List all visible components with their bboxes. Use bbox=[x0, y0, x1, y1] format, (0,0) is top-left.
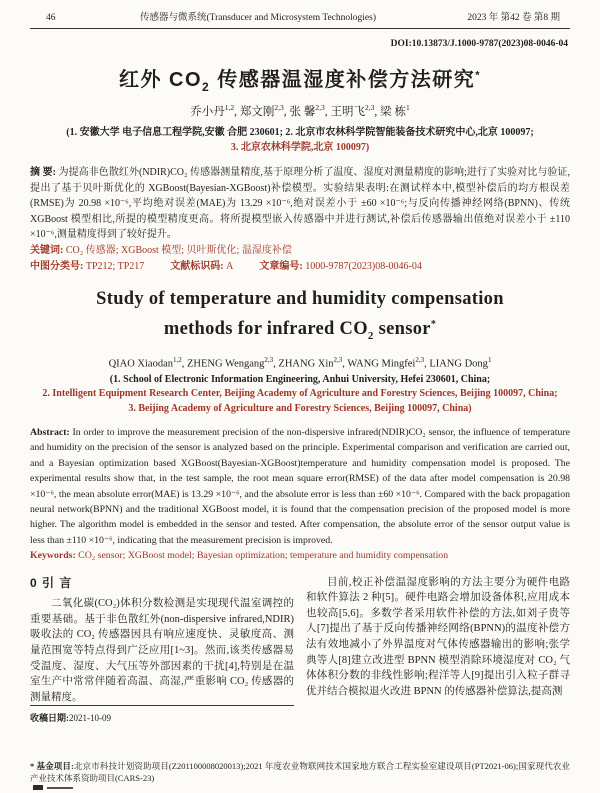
english-title bbox=[30, 287, 570, 349]
title-subscript: 2 bbox=[367, 330, 374, 342]
author-superscript: 2,3 bbox=[315, 103, 325, 113]
chinese-affiliations bbox=[30, 125, 570, 155]
chinese-keywords bbox=[30, 243, 570, 259]
chinese-authors bbox=[30, 103, 570, 119]
section-heading: 0 引 言 bbox=[30, 575, 73, 590]
received-date-line bbox=[30, 711, 294, 724]
abstract-text: In order to improve the measurement precision of the non-dispersive infrared(NDIR)CO₂ sensor, the influence of temperature and humidity on the precision of the sensor is analyzed based on the principle. Experimental comparison and verification are carried out, and a Bayesian optimization based XGBoost(Bayesian-XGBoost)temperature and humidity compensation model is proposed. The experimental results show that, in the test sample, the root mean square error(RMSE) of the data after model compensation is 20.98 ×10⁻⁶, the mean absolute error(MAE) is 13.29 ×10⁻⁶, and the absolute error is less than ±60 ×10⁻⁶. Compared with the back propagation neural network(BPNN) and the traditional XGBoost model, it is found that the compensation precision of the proposed model is more higher. The algorithm model is embedded in the sensor and tested. After compensation, the absolute error of the sensor output value is less than ±110 ×10⁻⁶, indicating that the measurement precision is improved. bbox=[30, 426, 570, 546]
author-name: LIANG Dong bbox=[429, 358, 488, 370]
abstract-text: 为提高非色散红外(NDIR)CO₂ 传感器测量精度,基于原理分析了温度、湿度对测量精度的影响;进行了实验对比与验证,提出了基于贝叶斯优化的 XGBoost(Bayesian-XGBoost)补偿模型。实验结果表明:在测试样本中,模型补偿后的均方根误差(RMSE)为 20.98 ×10⁻⁶,平均绝对误差(MAE)为 13.29 ×10⁻⁶,绝对误差小于 ±60 ×10⁻⁶;与反向传播神经网络(BPNN)、传统 XGBoost 模型相比,所提的模型精度更高。将所提模型嵌入传感器中并进行测试,补偿后传感器输出值绝对误差小于 ±110 ×10⁻⁶,测量精度得到了较好提升。 bbox=[30, 167, 570, 241]
funding-label: * 基金项目: bbox=[30, 761, 74, 772]
english-title-line: Study of temperature and humidity compensation bbox=[96, 289, 504, 310]
author-superscript: 2,3 bbox=[365, 103, 375, 113]
author-separator: , bbox=[273, 358, 279, 370]
author-superscript: 1,2 bbox=[173, 356, 182, 364]
english-title-line bbox=[30, 312, 570, 349]
affiliation-line: (1. School of Electronic Information Engineering, Anhui University, Hefei 230601, China; bbox=[109, 373, 491, 385]
chinese-abstract bbox=[30, 165, 570, 243]
funding-text: 北京市科技计划资助项目(Z201100008020013);2021 年度农业物联网技术国家地方联合工程实验室建设项目(PT2021-06);国家现代农业产业技术体系资助项目(CARS-23) bbox=[30, 761, 570, 784]
journal-header bbox=[30, 7, 570, 23]
left-column bbox=[30, 575, 294, 725]
title-text: sensor bbox=[373, 319, 431, 340]
body-paragraph: 二氧化碳(CO₂)体积分数检测是实现现代温室调控的重要基础。基于非色散红外(non-dispersive infrared,NDIR)吸收法的 CO₂ 传感器因具有响应速度快、灵敏度高、测量范围宽等特点得到广泛应用[1~3]。然而,该类传感器易受温度、湿度、大气压等外部因素的干扰[4],特别是在温室生产中常常伴随着高温、高湿,严重影响 CO₂ 传感器的测量精度。 bbox=[30, 598, 294, 703]
author-superscript: 2,3 bbox=[264, 356, 274, 364]
author-separator: , bbox=[234, 106, 240, 118]
author-separator: , bbox=[374, 106, 381, 118]
author-name: 张 馨 bbox=[289, 106, 316, 118]
article-id-value: 1000-9787(2023)08-0046-04 bbox=[302, 260, 422, 272]
author-separator: , bbox=[324, 106, 331, 118]
author-superscript: 2,3 bbox=[274, 103, 284, 113]
classification-line bbox=[30, 259, 570, 275]
header-rule bbox=[30, 28, 570, 29]
affiliation-line: (1. 安徽大学 电子信息工程学院,安徽 合肥 230601; 2. 北京市农林科学院智能装备技术研究中心,北京 100097; bbox=[66, 127, 534, 138]
author-name: WANG Mingfei bbox=[347, 358, 416, 370]
title-subscript: 2 bbox=[202, 80, 211, 94]
received-value: 2021-10-09 bbox=[69, 713, 111, 724]
title-text: methods for infrared CO bbox=[163, 319, 368, 340]
keywords-text: CO₂ sensor; XGBoost model; Bayesian optimization; temperature and humidity compensation bbox=[75, 550, 449, 562]
author-separator: , bbox=[424, 358, 430, 370]
author-superscript: 2,3 bbox=[333, 356, 343, 364]
keywords-label: 关键词: bbox=[30, 244, 64, 256]
keywords-label: Keywords: bbox=[30, 550, 76, 562]
author-name: ZHENG Wengang bbox=[187, 358, 265, 370]
author-separator: , bbox=[181, 358, 188, 370]
issue-info: 2023 年 第42 卷 第8 期 bbox=[467, 13, 560, 23]
author-name: 郑文刚 bbox=[239, 106, 275, 118]
journal-title: 传感器与微系统(Transducer and Microsystem Technologies) bbox=[139, 13, 376, 23]
author-name: QIAO Xiaodan bbox=[108, 358, 174, 370]
affiliation-line: 3. Beijing Academy of Agriculture and Forestry Sciences, Beijing 100097, China) bbox=[128, 403, 472, 415]
doc-code-value: A bbox=[223, 260, 234, 272]
title-text: 红外 CO bbox=[118, 69, 203, 91]
doc-code-label: 文献标识码: bbox=[170, 260, 224, 272]
abstract-label: Abstract: bbox=[30, 426, 70, 438]
scan-artifact bbox=[47, 787, 73, 789]
affiliation-line: 3. 北京农林科学院,北京 100097) bbox=[230, 142, 370, 153]
author-superscript: 1 bbox=[487, 356, 492, 364]
author-separator: , bbox=[283, 106, 290, 118]
clc-label: 中图分类号: bbox=[30, 260, 84, 272]
right-column bbox=[306, 575, 570, 725]
author-name: 王明飞 bbox=[330, 106, 365, 118]
author-superscript: 1 bbox=[406, 103, 410, 113]
doi-line: DOI:10.13873/J.1000-9787(2023)08-0046-04 bbox=[390, 39, 568, 49]
affiliation-line: 2. Intelligent Equipment Research Center, Beijing Academy of Agriculture and Forestry Sciences, Beijing 100097, China; bbox=[42, 388, 558, 400]
english-affiliations bbox=[30, 373, 570, 417]
author-name: ZHANG Xin bbox=[278, 358, 334, 370]
scan-artifact bbox=[33, 785, 43, 790]
chinese-title bbox=[30, 63, 570, 94]
author-superscript: 1,2 bbox=[224, 103, 235, 113]
english-authors bbox=[30, 356, 570, 370]
author-superscript: 2,3 bbox=[415, 356, 425, 364]
footnote-rule bbox=[30, 705, 294, 706]
article-id-label: 文章编号: bbox=[259, 260, 303, 272]
author-separator: , bbox=[342, 358, 348, 370]
body-columns bbox=[30, 575, 570, 725]
body-paragraph: 目前,校正补偿温湿度影响的方法主要分为硬件电路和软件算法 2 种[5]。硬件电路会增加设备体积,应用成本也较高[5,6]。多数学者采用软件补偿的方法,如刘子贵等人[7]提出了基于反向传播神经网络(BPNN)的温度补偿方法有效地减小了外界温度对气体传感器输出的影响;张学典等人[8]建立改进型 BPNN 模型消除环境湿度对 CO₂ 气体体积分数的非线性影响;程洋等人[9]提出引入粒子群寻优并结合模拟退火改进 BPNN 的传感器补偿算法,提高测 bbox=[306, 576, 570, 697]
abstract-label: 摘 要: bbox=[30, 167, 56, 178]
author-name: 乔小丹 bbox=[190, 106, 225, 118]
clc-value: TP212; TP217 bbox=[83, 260, 145, 272]
english-keywords bbox=[30, 548, 570, 563]
author-name: 梁 栋 bbox=[380, 106, 406, 118]
english-abstract bbox=[30, 425, 570, 548]
received-label: 收稿日期: bbox=[30, 713, 69, 724]
page-number: 46 bbox=[46, 13, 56, 23]
title-text: 传感器温湿度补偿方法研究 bbox=[210, 69, 476, 91]
keywords-text: CO₂ 传感器; XGBoost 模型; 贝叶斯优化; 温湿度补偿 bbox=[63, 244, 292, 256]
title-footnote-mark: * bbox=[475, 69, 482, 82]
funding-footnote bbox=[30, 761, 570, 785]
title-footnote-mark: * bbox=[430, 319, 437, 331]
